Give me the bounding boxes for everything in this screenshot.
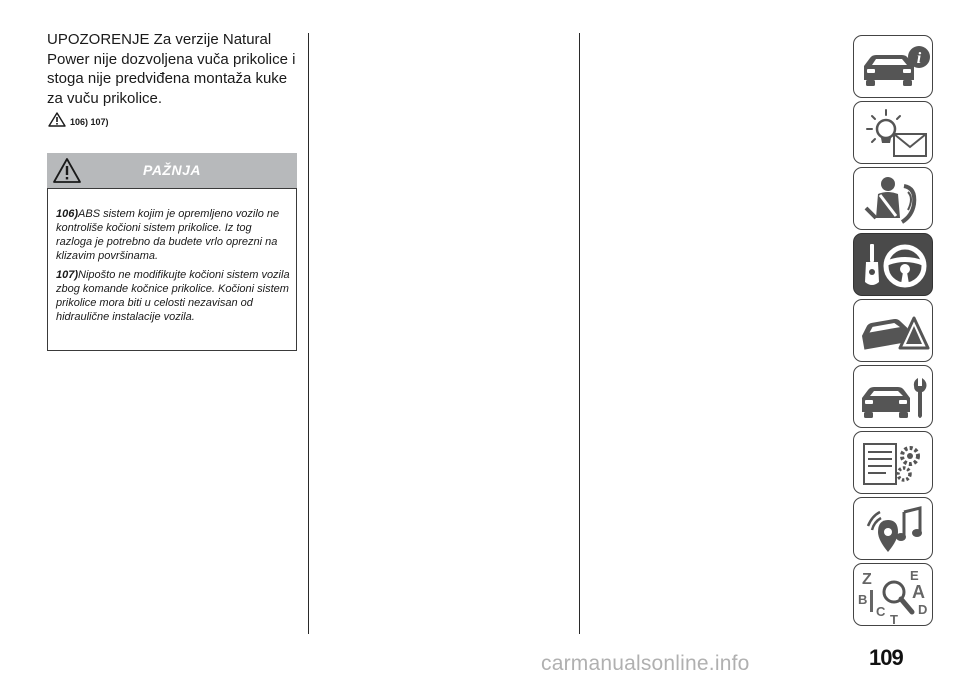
technical-data-icon [854,432,934,495]
tab-index[interactable] [853,563,933,626]
safety-seatbelt-icon [854,168,934,231]
page-number: 109 [869,645,903,670]
tab-safety[interactable] [853,167,933,230]
warning-item-number: 107) [56,269,79,281]
tab-maintenance[interactable] [853,365,933,428]
index-letter-b: B [858,592,868,607]
watermark: carmanualsonline.info [541,652,750,675]
multimedia-icon [854,498,934,561]
tab-starting-driving[interactable] [853,233,933,296]
tab-multimedia[interactable] [853,497,933,560]
warning-item-text: ABS sistem kojim je opremljeno vozilo ne kontroliše kočioni sistem prikolice. Iz tog razloga je potrebno da budete vrlo oprezni na klizavim površinama. [56,208,280,262]
index-letter-a: A [912,582,925,602]
index-letter-c: C [876,604,886,619]
column-divider [308,33,309,634]
warning-item-number: 106) [56,208,79,220]
index-search-icon [854,564,934,627]
tab-technical-data[interactable] [853,431,933,494]
intro-paragraph: UPOZORENJE Za verzije Natural Power nije dozvoljena vuča prikolice i stoga nije predviđena montaža kuke za vuču prikolice. [47,31,296,107]
warning-item [56,268,290,324]
warning-title: PAŽNJA [143,162,201,178]
reference-numbers: 106) 107) [70,117,109,127]
index-letter-d: D [918,602,928,617]
car-maintenance-icon [854,366,934,429]
warning-header [47,153,297,188]
warning-box [47,188,297,351]
warning-lights-icon [854,102,934,165]
car-info-icon [854,36,934,99]
index-letter-e: E [910,568,919,583]
car-emergency-icon [854,300,934,363]
svg-text:i: i [916,50,922,67]
warning-triangle-icon [48,112,66,127]
tab-knowing-your-car[interactable] [853,35,933,98]
warning-item [56,207,290,263]
warning-references [48,112,109,127]
index-letter-z: Z [862,571,872,588]
key-steering-wheel-icon [854,234,934,297]
column-divider [579,33,580,634]
warning-item-text: Nipošto ne modifikujte kočioni sistem vozila zbog komande kočnice prikolice. Kočioni sistem prikolice mora biti u celosti nezavisan od hidraulične instalacije vozila. [56,269,290,323]
index-letter-t: T [890,612,898,627]
tab-warning-lights[interactable] [853,101,933,164]
tab-emergency[interactable] [853,299,933,362]
